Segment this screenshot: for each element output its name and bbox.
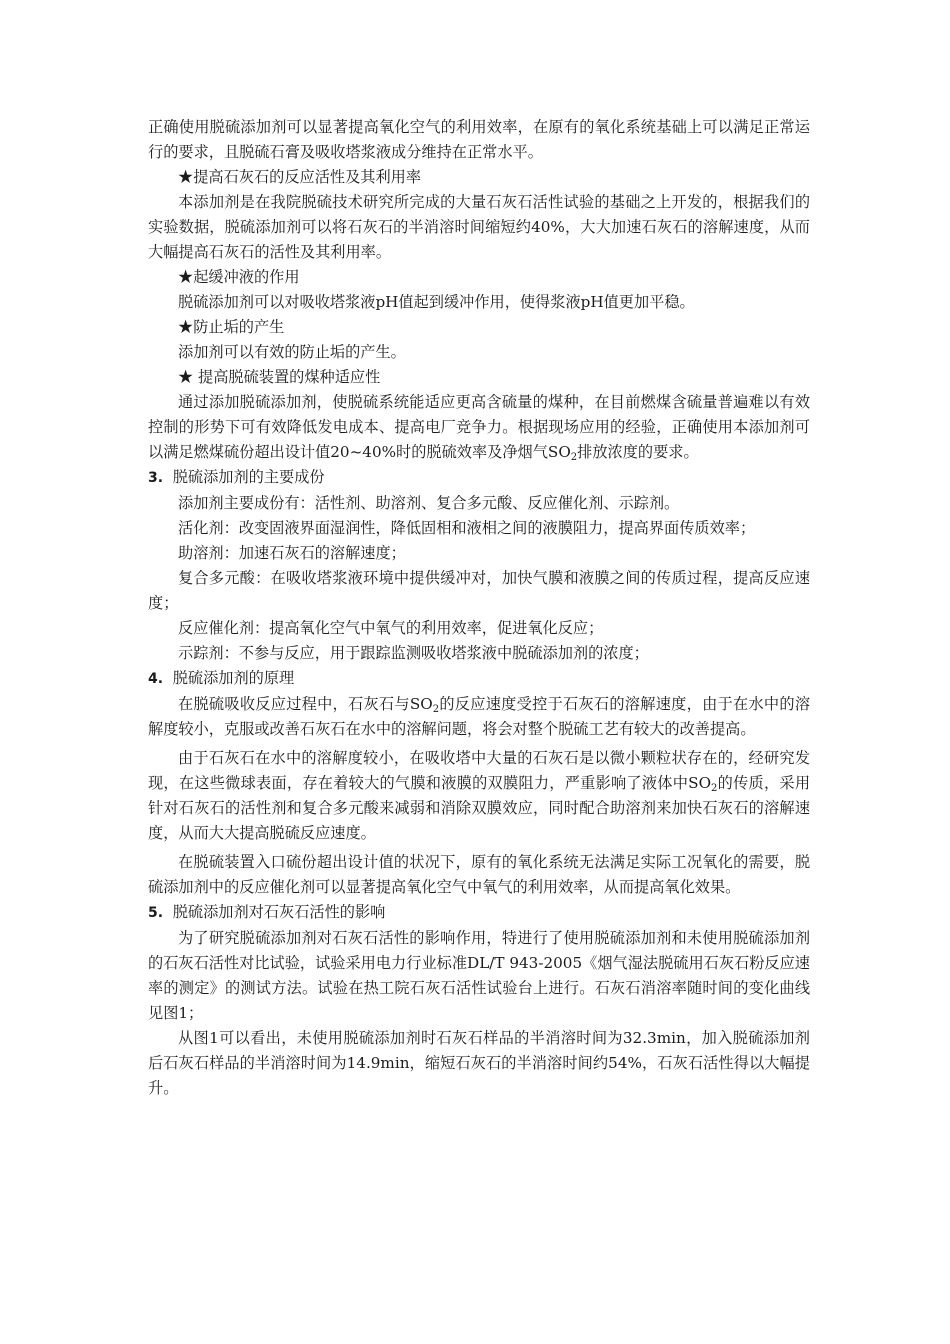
- intro-paragraph: 正确使用脱硫添加剂可以显著提高氧化空气的利用效率，在原有的氧化系统基础上可以满足正常运行的要求，且脱硫石膏及吸收塔浆液成分维持在正常水平。: [148, 118, 810, 161]
- section-number: 5.: [148, 905, 164, 921]
- section-title: 脱硫添加剂的主要成份: [172, 468, 325, 486]
- paragraph-principle-3: 在脱硫装置入口硫份超出设计值的状况下，原有的氧化系统无法满足实际工况氧化的需要，脱硫添加剂中的反应催化剂可以显著提高氧化空气中氧气的利用效率，从而提高氧化效果。: [148, 853, 810, 896]
- section-star-heading-4: ★ 提高脱硫装置的煤种适应性: [178, 368, 381, 386]
- section-number: 3.: [148, 470, 164, 486]
- text-run: 在脱硫吸收反应过程中，石灰石与SO: [178, 695, 433, 713]
- subscript: 2: [432, 704, 440, 715]
- text-run: 由于石灰石在水中的溶解度较小，在吸收塔中大量的石灰石是以微小颗粒状存在的，经研究发现，在这些微球表面，存在着较大的气膜和液膜的双膜阻力，严重影响了液体中SO: [148, 749, 810, 792]
- section-heading-5: [148, 900, 810, 926]
- paragraph-principle-2: [148, 746, 810, 846]
- section-star-heading-2: ★起缓冲液的作用: [178, 268, 300, 286]
- text-run: 排放浓度的要求。: [577, 443, 699, 461]
- paragraph-catalyst: 反应催化剂：提高氧化空气中氧气的利用效率，促进氧化反应；: [178, 619, 604, 637]
- section-star-heading-3: ★防止垢的产生: [178, 318, 285, 336]
- paragraph-activity-test: 为了研究脱硫添加剂对石灰石活性的影响作用，特进行了使用脱硫添加剂和未使用脱硫添加剂的石灰石活性对比试验，试验采用电力行业标准DL/T 943-2005《烟气湿法脱硫用石灰石粉反应速率的测定》的测试方法。试验在热工院石灰石活性试验台上进行。石灰石消溶率随时间的变化曲线见图1；: [148, 929, 810, 1022]
- subscript: 2: [711, 783, 718, 794]
- section-title: 脱硫添加剂的原理: [172, 669, 295, 687]
- text-run: 的传质，采用针对石灰石的活性剂和复合多元酸来减弱和消除双膜效应，同时配合助溶剂来加快石灰石的溶解速度，从而大大提高脱硫反应速度。: [148, 774, 811, 842]
- paragraph-coal-adaptability: [148, 390, 810, 465]
- paragraph-principle-1: [148, 692, 810, 742]
- section-star-heading-1: ★提高石灰石的反应活性及其利用率: [178, 168, 421, 186]
- paragraph-reactivity: 本添加剂是在我院脱硫技术研究所完成的大量石灰石活性试验的基础之上开发的，根据我们的实验数据，脱硫添加剂可以将石灰石的半消溶时间缩短约40%，大大加速石灰石的溶解速度，从而大幅提高石灰石的活性及其利用率。: [148, 193, 810, 261]
- paragraph-cosolvent: 助溶剂：加速石灰石的溶解速度；: [178, 544, 406, 562]
- paragraph-scale: 添加剂可以有效的防止垢的产生。: [178, 343, 406, 361]
- section-number: 4.: [148, 671, 164, 687]
- paragraph-polyacid: 复合多元酸：在吸收塔浆液环境中提供缓冲对，加快气膜和液膜之间的传质过程，提高反应速度；: [148, 569, 810, 612]
- text-run: 通过添加脱硫添加剂，使脱硫系统能适应更高含硫量的煤种，在目前燃煤含硫量普遍难以有效控制的形势下可有效降低发电成本、提高电厂竞争力。根据现场应用的经验，正确使用本添加剂可以满足燃煤硫份超出设计值20~40%时的脱硫效率及净烟气SO: [148, 393, 810, 461]
- document-page: [148, 115, 810, 1101]
- text-run: 的反应速度受控于石灰石的溶解速度，由于在水中的溶解度较小，克服或改善石灰石在水中的溶解问题，将会对整个脱硫工艺有较大的改善提高。: [148, 695, 811, 738]
- paragraph-activity-result: 从图1可以看出，未使用脱硫添加剂时石灰石样品的半消溶时间为32.3min，加入脱硫添加剂后石灰石样品的半消溶时间为14.9min，缩短石灰石的半消溶时间约54%，石灰石活性得以大幅提升。: [148, 1029, 810, 1097]
- section-heading-3: [148, 465, 810, 491]
- paragraph-tracer: 示踪剂：不参与反应，用于跟踪监测吸收塔浆液中脱硫添加剂的浓度；: [178, 644, 649, 662]
- section-heading-4: [148, 666, 810, 692]
- paragraph-activator: 活化剂：改变固液界面湿润性，降低固相和液相之间的液膜阻力，提高界面传质效率；: [178, 519, 756, 537]
- paragraph-buffer: 脱硫添加剂可以对吸收塔浆液pH值起到缓冲作用，使得浆液pH值更加平稳。: [178, 293, 695, 311]
- section-title: 脱硫添加剂对石灰石活性的影响: [172, 903, 386, 921]
- subscript: 2: [570, 452, 578, 463]
- paragraph-components: 添加剂主要成份有：活性剂、助溶剂、复合多元酸、反应催化剂、示踪剂。: [178, 494, 680, 512]
